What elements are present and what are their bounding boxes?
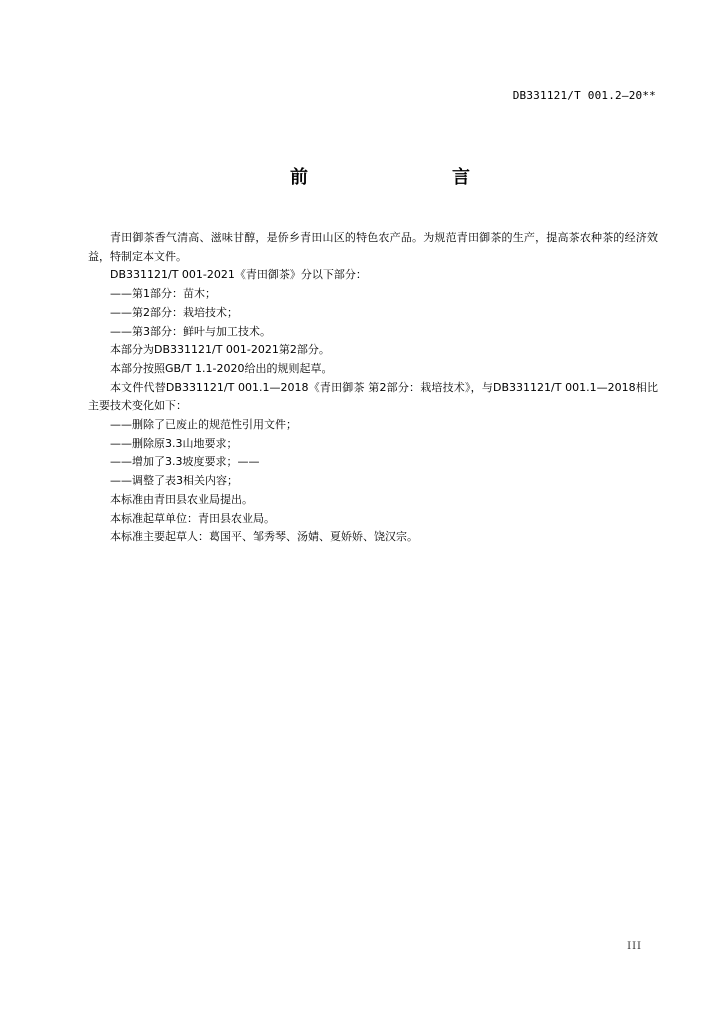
list-item-change-3: ——增加了3.3坡度要求；—— [110,455,260,469]
list-item-part-2: ——第2部分：栽培技术； [110,305,238,319]
page-title: 前 言 [290,167,506,188]
paragraph-replacement: 本文件代替DB331121/T 001.1—2018《青田御茶 第2部分：栽培技术》，与DB331121/T 001.1—2018相比主要技术变化如下： [88,380,658,413]
paragraph-intro: 青田御茶香气清高、滋味甘醇，是侨乡青田山区的特色农产品。为规范青田御茶的生产，提高茶农种茶的经济效益，特制定本文件。 [88,231,658,263]
paragraph-part-statement: 本部分为DB331121/T 001-2021第2部分。 [110,343,330,357]
list-item-part-1: ——第1部分：苗木； [110,287,216,301]
document-code: DB331121/T 001.2—20** [512,89,656,102]
paragraph-drafters: 本标准主要起草人：葛国平、邹秀琴、汤婧、夏娇娇、饶汉宗。 [110,530,418,544]
paragraph-drafting-unit: 本标准起草单位：青田县农业局。 [110,511,275,525]
list-item-change-2: ——删除原3.3山地要求； [110,436,238,450]
page-number: III [627,941,642,952]
foreword-body [88,229,658,547]
list-item-change-1: ——删除了已废止的规范性引用文件； [110,418,297,432]
paragraph-proposer: 本标准由青田县农业局提出。 [110,492,253,506]
paragraph-parts-heading: DB331121/T 001-2021《青田御茶》分以下部分： [110,268,367,282]
list-item-part-3: ——第3部分：鲜叶与加工技术。 [110,324,271,338]
paragraph-drafting-rules: 本部分按照GB/T 1.1-2020给出的规则起草。 [110,361,333,375]
list-item-change-4: ——调整了表3相关内容； [110,474,238,488]
